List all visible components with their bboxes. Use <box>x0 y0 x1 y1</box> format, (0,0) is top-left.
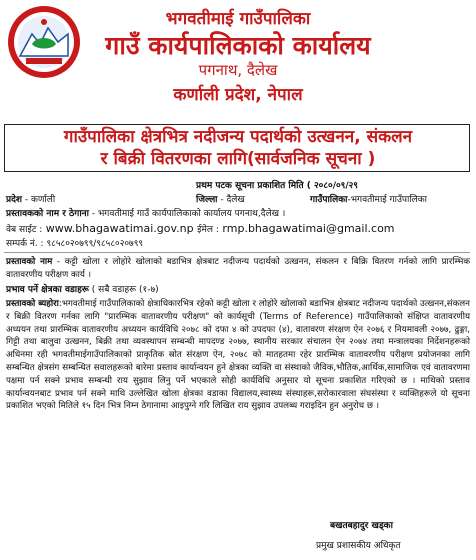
district-label: जिल्ला <box>196 195 218 205</box>
notice-title-line2: र बिक्री वितरणका लागि(सार्वजनिक सूचना ) <box>100 149 376 169</box>
website-label: वेब साईट : <box>6 225 43 235</box>
publish-date: प्रथम पटक सूचना प्रकाशित मिति ( २०८०/०९/२९ <box>196 181 358 191</box>
website-link[interactable]: www.bhagawatimai.gov.np <box>45 222 194 235</box>
proposer-label: प्रस्तावकको नाम र ठेगाना <box>6 209 89 219</box>
divider <box>4 252 470 253</box>
proposal-text: - कट्टी खोला र लोहोरे खोलाको बडाभित्र क्षेत्रबाट नदीजन्य पदार्थको उत्खनन, संकलन र बिक्रि वितरण गर्नको लागि प्रारम्भिक वातावरणीय परीक्षण कार्य । <box>6 257 470 280</box>
contact-row <box>6 238 143 250</box>
signature-name: बखतबहादुर खड्का <box>330 521 393 531</box>
contact-label: सम्पर्क नं. : <box>6 239 44 249</box>
province-line: कर्णाली प्रदेश, नेपाल <box>173 85 303 105</box>
affected-value: ( सबै वडाहरू (१-७) <box>91 285 159 295</box>
details-text: :भगवतीमाई गाउँपालिकाको क्षेत्राधिकारभित्र रहेको कट्टी खोला र लोहोरे खोलाको बडाभित्र क्षेत्रबाट नदीजन्य पदार्थको उत्खनन,संकलन र बिक्री वितरण गर्नका लागि "प्रारम्भिक वातावरणीय परीक्षण" को कार्यसूची (Terms of Reference) गाउँपालिकाको संक्षिप्त वातावरणीय अध्ययन तथा प्रारम्भिक वातावरणीय अध्ययन कार्यविधि २०७८ को दफा ४ को उपदफा (४), वातावरण संरक्षण ऐन २०७६ र नियमावली २०७७, ढुङ्गा, गिट्टी तथा बालुवा उत्खनन, बिक्री तथा व्यवस्थापन सम्बन्धी मापदण्ड २०७७, स्थानीय सरकार संचालन ऐन २०७४ तथा मन्त्रालयका निर्देशनहरूको अधिनमा रही भगवतीमाईगाउँपालिकाको प्राकृतिक स्रोत संरक्षण ऐन, २०७८ को मातहतमा रहेर प्रारम्भिक वातावरणीय परीक्षण प्रयोजनका लागि सम्बन्धित क्षेत्रसंग सम्बन्धित सवालहरूको बारेमा प्रस्ताव कार्यान्वयन हुने क्षेत्रका व्यक्ति वा संस्थाको जैविक,भौतिक,आर्थिक,सामाजिक एवं वातावरणमा पक्षमा पर्न सक्ने प्रभाव सम्बन्धी राय सुझाव लिनु पर्ने भएकाले सोही कार्यविधि अनुसार यो सूचना प्रकाशित गरिएको छ । माथिको प्रस्ताव कार्यान्वयनबाट प्रभाव पर्न सक्ने माथि उल्लेखित खोला क्षेत्रका वडाका विद्यालय,स्वास्थ्य संस्थाहरू,सरोकारवाला संघसंस्था र व्यक्तिहरूले यो सूचना प्रकाशित भएको मितिले १५ दिन भित्र निम्न ठेगानामा आइपुग्ने गरि लिखित राय सुझाव उपलब्ध गराइदिन हुन अनुरोध छ । <box>6 299 470 412</box>
office-location: पगनाथ, दैलेख <box>198 61 278 79</box>
contact-value: ९८५८०२०७९९/९८५८०२०७९९ <box>46 239 144 249</box>
affected-wards-row <box>6 284 159 296</box>
province-value: - कर्णाली <box>24 195 56 205</box>
proposal-label: प्रस्तावको नाम <box>6 257 53 267</box>
email-label: ईमेल : <box>197 225 219 235</box>
website-email-row <box>6 222 472 237</box>
notice-title-line1: गाउँपालिका क्षेत्रभित्र नदीजन्य पदार्थको उत्खनन, संकलन <box>63 127 413 147</box>
details-block <box>6 298 470 413</box>
email-link[interactable]: rmp.bhagawatimai@gmail.com <box>222 222 395 235</box>
district-value: - दैलेख <box>220 195 245 205</box>
info-row-gaunpalika <box>310 194 427 206</box>
proposal-block <box>6 256 470 282</box>
proposer-row <box>6 208 472 220</box>
proposer-value: - भगवतीमाई गाउँ कार्यपालिकाको कार्यालय पगनाथ,दैलेख । <box>91 209 286 219</box>
office-name: गाउँ कार्यपालिकाको कार्यालय <box>105 31 371 60</box>
province-label: प्रदेश <box>6 195 23 205</box>
gaunpalika-label: गाउँपालिका <box>310 195 348 205</box>
signature-title: प्रमुख प्रशासकीय अधिकृत <box>316 541 401 551</box>
info-row-province <box>6 194 55 206</box>
info-row-district <box>196 194 245 206</box>
affected-label: प्रभाव पर्ने क्षेत्रका वडाहरू <box>6 285 89 295</box>
details-label: प्रस्तावको ब्यहोरा <box>6 299 59 309</box>
municipality-name: भगवतीमाई गाउँपालिका <box>165 9 311 29</box>
gaunpalika-value: -भगवतीमाई गाउँपालिका <box>347 195 428 205</box>
